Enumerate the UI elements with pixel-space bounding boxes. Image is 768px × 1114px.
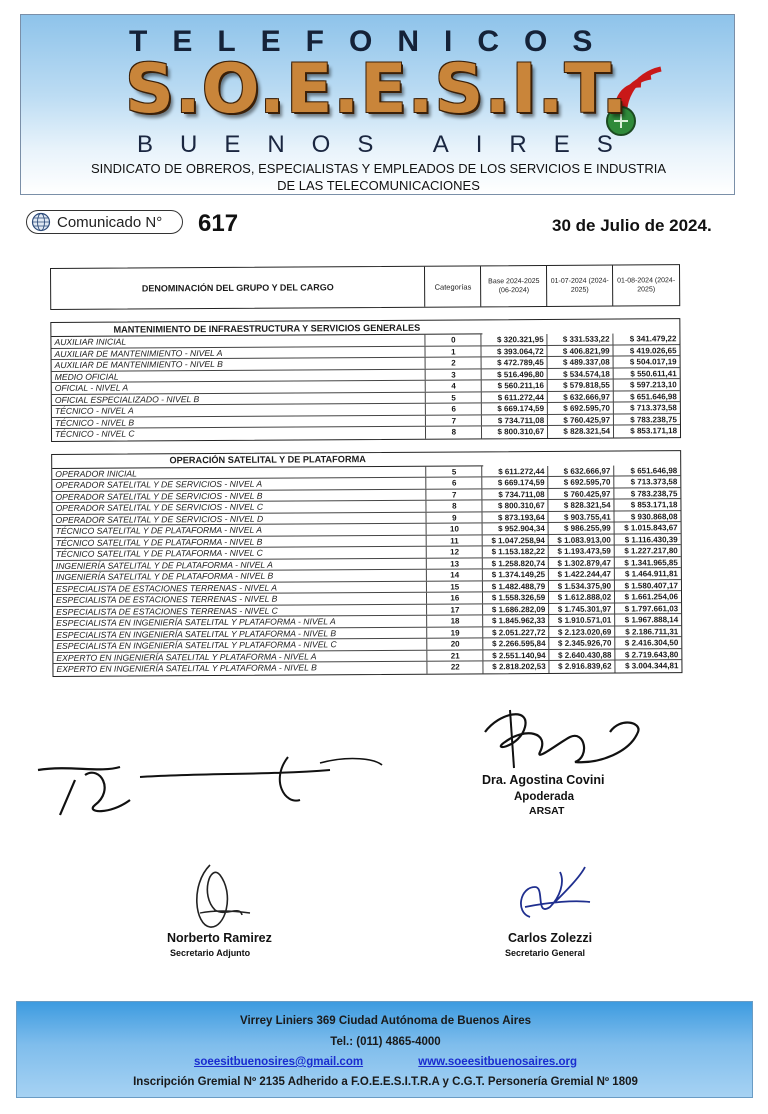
row-name: ESPECIALISTA DE ESTACIONES TERRENAS - NIVEL B (53, 593, 427, 606)
header-banner (20, 14, 735, 195)
header-col1: Base 2024-2025 (06-2024) (481, 266, 547, 306)
row-value-august: $ 1.341.965,85 (624, 557, 678, 567)
row-category: 5 (426, 392, 482, 403)
row-name: EXPERTO EN INGENIERÍA SATELITAL Y PLATAFORMA - NIVEL A (53, 650, 427, 663)
row-category: 22 (428, 661, 484, 673)
row-category: 9 (427, 512, 483, 523)
row-value-august: $ 1.464.911,81 (624, 569, 678, 579)
row-name: OPERADOR SATELITAL Y DE SERVICIOS - NIVEL C (52, 501, 426, 514)
row-value-base: $ 952.904,34 (483, 523, 549, 534)
row-value-august: $ 2.416.304,50 (624, 638, 679, 648)
row-category: 6 (427, 477, 483, 488)
row-value-august: $ 3.004.344,81 (625, 661, 679, 671)
header-name: DENOMINACIÓN DEL GRUPO Y DEL CARGO (51, 267, 426, 309)
row-category: 5 (427, 466, 483, 477)
row-value-august: $ 2.186.711,31 (625, 626, 679, 636)
row-value-august: $ 1.116.430,39 (624, 534, 678, 544)
row-category: 8 (426, 426, 482, 438)
table-row (52, 425, 680, 440)
row-value-base: $ 472.789,45 (482, 357, 548, 368)
row-name: MEDIO OFICIAL (52, 369, 426, 382)
signer-zolezzi-name: Carlos Zolezzi (508, 931, 593, 945)
row-category: 19 (428, 627, 484, 638)
table-section-maintenance (50, 318, 681, 441)
table-header (50, 264, 680, 310)
row-name: ESPECIALISTA EN INGENIERÍA SATELITAL Y PLATAFORMA - NIVEL C (53, 639, 427, 652)
row-category: 3 (426, 369, 482, 380)
row-value-august: $ 930.868,08 (630, 511, 678, 521)
row-category: 20 (428, 638, 484, 649)
row-value-base: $ 734.711,08 (482, 414, 548, 425)
header-syndicate-line1: SINDICATO DE OBREROS, ESPECIALISTAS Y EMPLEADOS DE LOS SERVICIOS E INDUSTRIA (90, 161, 667, 176)
row-name: TÉCNICO SATELITAL Y DE PLATAFORMA - NIVEL B (53, 535, 427, 548)
row-value-base: $ 734.711,08 (483, 488, 549, 499)
row-value-base: $ 873.193,64 (483, 511, 549, 522)
row-value-base: $ 669.174,59 (482, 403, 548, 414)
row-value-base: $ 2.051.227,72 (483, 626, 549, 637)
row-value-july: $ 331.533,22 (548, 334, 614, 345)
row-value-base: $ 611.272,44 (482, 391, 548, 402)
row-value-july: $ 828.321,54 (548, 426, 614, 438)
row-name: TÉCNICO - NIVEL B (52, 415, 426, 428)
header-logo-text: S.O.E.E.S.I.T. (125, 50, 629, 129)
row-name: EXPERTO EN INGENIERÍA SATELITAL Y PLATAFORMA - NIVEL B (53, 662, 427, 676)
row-value-july: $ 2.640.430,88 (550, 649, 616, 660)
comunicado-badge (26, 210, 183, 234)
row-category: 6 (426, 403, 482, 414)
row-category: 7 (426, 415, 482, 426)
row-value-august: $ 1.797.661,03 (624, 603, 679, 613)
row-value-august: $ 597.213,10 (629, 380, 677, 390)
row-name: ESPECIALISTA DE ESTACIONES TERRENAS - NIVEL C (53, 604, 427, 617)
row-value-july: $ 2.123.020,69 (549, 626, 615, 637)
zolezzi-signature (505, 862, 595, 928)
salary-table (50, 264, 682, 676)
row-name: AUXILIAR DE MANTENIMIENTO - NIVEL B (52, 358, 426, 371)
row-value-august: $ 1.661.254,06 (624, 592, 679, 602)
row-value-base: $ 516.496,80 (482, 368, 548, 379)
row-value-august: $ 419.026,65 (629, 345, 677, 355)
globe-icon (31, 212, 51, 232)
row-value-base: $ 1.558.326,59 (483, 592, 549, 603)
row-name: TÉCNICO SATELITAL Y DE PLATAFORMA - NIVEL A (53, 524, 427, 537)
section-title: MANTENIMIENTO DE INFRAESTRUCTURA Y SERVICIOS GENERALES (51, 320, 482, 337)
row-value-july: $ 406.821,99 (548, 345, 614, 356)
comunicado-date: 30 de Julio de 2024. (552, 216, 712, 235)
header-top-word: TELEFONICOS (129, 25, 618, 58)
header-city: BUENOS AIRES (137, 131, 640, 158)
row-value-august: $ 783.238,75 (630, 488, 678, 498)
row-value-august: $ 1.227.217,80 (624, 546, 678, 556)
signer-ramirez-name: Norberto Ramirez (167, 931, 272, 945)
row-category: 11 (427, 535, 483, 546)
row-category: 10 (427, 523, 483, 534)
row-value-august: $ 713.373,58 (630, 477, 678, 487)
ramirez-signature (180, 855, 260, 935)
row-category: 8 (427, 500, 483, 511)
row-category: 1 (426, 346, 482, 357)
row-value-base: $ 800.310,67 (482, 426, 548, 438)
footer-registration: Inscripción Gremial Nº 2135 Adherido a F.O.E.E.S.I.T.R.A y C.G.T. Personería Gremial Nº 1809 (133, 1076, 638, 1088)
row-name: AUXILIAR INICIAL (51, 335, 425, 348)
signer-covini-org: ARSAT (529, 805, 565, 817)
row-name: ESPECIALISTA EN INGENIERÍA SATELITAL Y PLATAFORMA - NIVEL B (53, 627, 427, 640)
row-value-july: $ 903.755,41 (549, 511, 615, 522)
row-category: 18 (428, 615, 484, 626)
row-name: OPERADOR SATELITAL Y DE SERVICIOS - NIVEL D (53, 512, 427, 525)
row-value-base: $ 560.211,16 (482, 380, 548, 391)
row-category: 0 (426, 334, 482, 345)
row-name: TÉCNICO - NIVEL A (52, 404, 426, 417)
row-category: 21 (428, 650, 484, 661)
row-value-base: $ 1.153.182,22 (483, 546, 549, 557)
covini-signature (470, 702, 650, 778)
footer-phone: Tel.: (011) 4865-4000 (330, 1036, 441, 1048)
signer-ramirez-role: Secretario Adjunto (170, 948, 251, 958)
row-category: 12 (427, 546, 483, 557)
row-value-august: $ 713.373,58 (630, 403, 677, 413)
row-value-august: $ 651.646,98 (630, 465, 678, 475)
row-value-july: $ 1.193.473,59 (549, 546, 615, 557)
row-value-july: $ 2.345.926,70 (549, 638, 615, 649)
row-value-base: $ 1.374.149,25 (483, 569, 549, 580)
row-value-july: $ 1.302.879,47 (549, 557, 615, 568)
signer-covini-role: Apoderada (514, 791, 575, 803)
row-value-base: $ 1.258.820,74 (483, 557, 549, 568)
row-value-base: $ 1.047.258,94 (483, 534, 549, 545)
row-category: 16 (427, 592, 483, 603)
signer-covini-name: Dra. Agostina Covini (482, 773, 605, 787)
row-value-base: $ 393.064,72 (482, 345, 548, 356)
row-name: INGENIERÍA SATELITAL Y DE PLATAFORMA - NIVEL A (53, 558, 427, 571)
footer (16, 1001, 753, 1098)
row-value-base: $ 1.845.962,33 (483, 615, 549, 626)
section-title: OPERACIÓN SATELITAL Y DE PLATAFORMA (52, 452, 483, 469)
row-name: OFICIAL - NIVEL A (52, 381, 426, 394)
footer-address: Virrey Liniers 369 Ciudad Autónoma de Buenos Aires (240, 1015, 531, 1027)
row-value-august: $ 504.017,19 (629, 357, 677, 367)
row-name: INGENIERÍA SATELITAL Y DE PLATAFORMA - NIVEL B (53, 570, 427, 583)
row-value-july: $ 579.818,55 (548, 380, 614, 391)
comunicado-number: 617 (198, 210, 239, 237)
row-value-august: $ 1.967.888,14 (624, 615, 679, 625)
row-value-base: $ 1.686.282,09 (483, 603, 549, 614)
row-value-base: $ 2.266.595,84 (484, 638, 550, 649)
row-category: 15 (427, 581, 483, 592)
header-category: Categorías (425, 266, 481, 306)
row-value-july: $ 1.422.244,47 (549, 569, 615, 580)
row-category: 17 (427, 604, 483, 615)
row-value-august: $ 783.238,75 (630, 414, 677, 424)
row-value-august: $ 853.171,18 (630, 500, 678, 510)
row-value-base: $ 1.482.488,79 (483, 580, 549, 591)
row-value-august: $ 2.719.643,80 (624, 649, 679, 659)
row-category: 7 (427, 489, 483, 500)
row-name: OPERADOR SATELITAL Y DE SERVICIOS - NIVEL B (52, 489, 426, 502)
row-value-base: $ 2.818.202,53 (484, 661, 550, 673)
header-col2: 01-07-2024 (2024-2025) (547, 266, 613, 306)
table-row (53, 660, 681, 675)
row-category: 14 (427, 569, 483, 580)
row-category: 2 (426, 357, 482, 368)
row-category: 13 (427, 558, 483, 569)
row-name: OFICIAL ESPECIALIZADO - NIVEL B (52, 392, 426, 405)
row-name: TÉCNICO - NIVEL C (52, 427, 426, 441)
row-value-august: $ 1.015.843,67 (624, 523, 678, 533)
row-value-july: $ 489.337,08 (548, 357, 614, 368)
row-value-july: $ 692.595,70 (548, 477, 614, 488)
row-value-august: $ 651.646,98 (630, 391, 677, 401)
comunicado-label: Comunicado N° (57, 213, 163, 231)
row-value-july: $ 760.425,97 (549, 488, 615, 499)
row-name: ESPECIALISTA DE ESTACIONES TERRENAS - NIVEL A (53, 581, 427, 594)
row-value-august: $ 1.580.407,17 (624, 580, 678, 590)
row-name: ESPECIALISTA EN INGENIERÍA SATELITAL Y PLATAFORMA - NIVEL A (53, 616, 427, 629)
header-syndicate-line2: DE LAS TELECOMUNICACIONES (277, 178, 480, 193)
header-col3: 01-08-2024 (2024-2025) (617, 276, 676, 294)
row-category: 4 (426, 380, 482, 391)
row-value-july: $ 1.534.375,90 (549, 580, 615, 591)
row-value-july: $ 534.574,18 (548, 368, 614, 379)
row-value-july: $ 632.666,97 (548, 465, 614, 476)
signer-zolezzi-role: Secretario General (505, 948, 586, 958)
row-value-august: $ 341.479,22 (629, 334, 677, 344)
row-value-august: $ 853.171,18 (630, 426, 678, 436)
row-name: OPERADOR SATELITAL Y DE SERVICIOS - NIVEL A (52, 478, 426, 491)
row-name: TÉCNICO SATELITAL Y DE PLATAFORMA - NIVEL C (53, 547, 427, 560)
row-value-base: $ 2.551.140,94 (484, 649, 550, 660)
footer-contact (17, 1056, 754, 1068)
row-value-july: $ 1.745.301,97 (549, 603, 615, 614)
row-value-july: $ 828.321,54 (549, 500, 615, 511)
row-value-august: $ 550.611,41 (630, 368, 677, 378)
footer-email-link[interactable]: soeesitbuenosires@gmail.com (194, 1056, 364, 1068)
row-name: OPERADOR INICIAL (52, 466, 426, 479)
row-value-july: $ 1.910.571,01 (549, 615, 615, 626)
row-value-base: $ 669.174,59 (483, 477, 549, 488)
row-value-july: $ 692.595,70 (548, 403, 614, 414)
footer-website-link[interactable]: www.soeesitbuenosaires.org (418, 1056, 577, 1068)
row-value-base: $ 320.321,95 (482, 334, 548, 345)
row-value-base: $ 611.272,44 (483, 465, 549, 476)
row-value-july: $ 2.916.839,62 (550, 661, 616, 673)
row-name: AUXILIAR DE MANTENIMIENTO - NIVEL A (51, 346, 425, 359)
row-value-july: $ 632.666,97 (548, 391, 614, 402)
row-value-july: $ 1.083.913,00 (549, 534, 615, 545)
left-signature (30, 745, 390, 835)
row-value-july: $ 760.425,97 (548, 414, 614, 425)
row-value-july: $ 1.612.888,02 (549, 592, 615, 603)
table-section-satellite (51, 450, 682, 677)
row-value-july: $ 986.255,99 (549, 523, 615, 534)
row-value-base: $ 800.310,67 (483, 500, 549, 511)
